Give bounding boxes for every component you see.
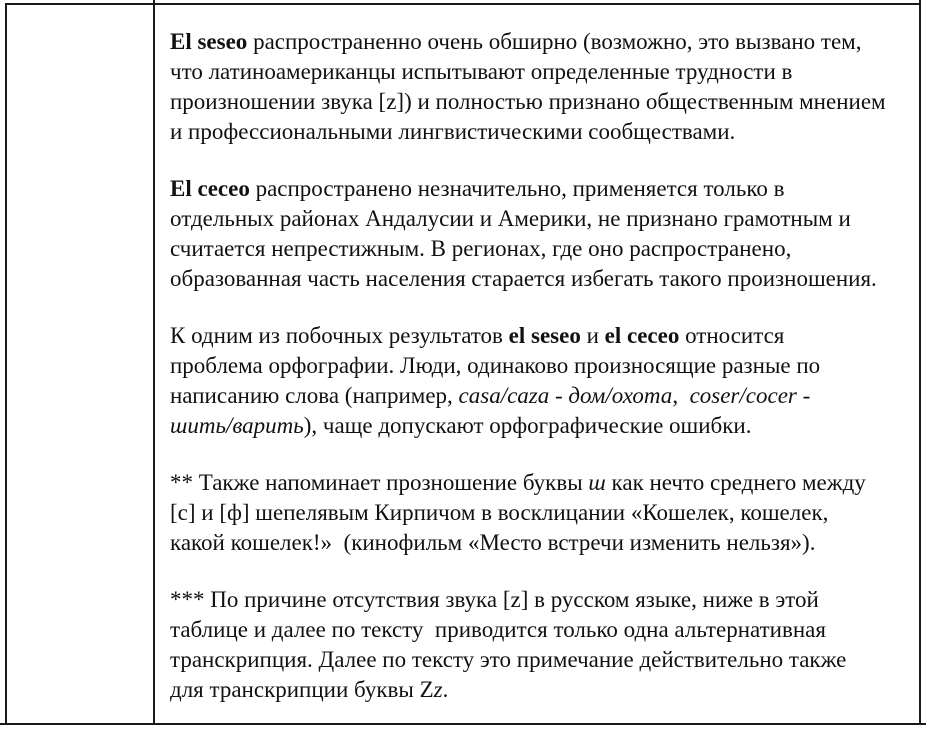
text-run: распространенно очень обширно (возможно, это вызвано тем, — [247, 29, 862, 54]
paragraph — [170, 321, 918, 441]
text-run: coser/cocer - — [689, 383, 811, 408]
text-run: и профессиональными лингвистическими сообществами. — [170, 119, 736, 144]
table-column-divider — [153, 0, 155, 725]
text-run: проблема орфографии. Люди, одинаково произносящие разные по — [170, 353, 821, 378]
text-run: как нечто среднего между — [605, 470, 866, 495]
text-run: считается непрестижным. В регионах, где оно распространено, — [170, 236, 792, 261]
paragraph — [170, 27, 918, 147]
text-run: El seseo — [170, 29, 248, 54]
text-run: что латиноамериканцы испытывают определенные трудности в — [170, 59, 793, 84]
text-run: произношении звука [z]) и полностью признано общественным мнением — [170, 89, 886, 114]
text-run: , — [672, 383, 690, 408]
paragraph — [170, 174, 918, 294]
text-run: z — [433, 677, 443, 702]
text-run: и — [580, 323, 605, 348]
text-run: ш — [588, 470, 606, 495]
text-run: распространено незначительно, применяется только в — [249, 176, 785, 201]
text-run: El ceceo — [170, 176, 250, 201]
table-right-cell-text-column — [170, 0, 918, 732]
text-run: какой кошелек!» (кинофильм «Место встречи изменить нельзя»). — [170, 530, 816, 555]
text-run: ** Также напоминает прозношение буквы — [170, 470, 589, 495]
text-run: *** По причине отсутствия звука [z] в русском языке, ниже в этой — [170, 587, 819, 612]
text-run: . — [442, 677, 449, 702]
text-run: для транскрипции буквы Z — [170, 677, 434, 702]
paragraph — [170, 468, 918, 558]
text-run: написанию слова (например, — [170, 383, 459, 408]
text-run: шить/варить — [170, 413, 304, 438]
text-run: образованная часть населения старается избегать такого произношения. — [170, 266, 877, 291]
text-run: el seseo — [508, 323, 581, 348]
table-left-cell — [7, 5, 153, 723]
text-run: el ceceo — [604, 323, 680, 348]
text-run: К одним из побочных результатов — [170, 323, 509, 348]
table-border-right — [919, 0, 921, 725]
text-run: транскрипция. Далее по тексту это примечание действительно также — [170, 647, 847, 672]
paragraph — [170, 585, 918, 705]
text-run: отдельных районах Андалусии и Америки, не признано грамотным и — [170, 206, 851, 231]
text-run: [с] и [ф] шепелявым Кирпичом в восклицании «Кошелек, кошелек, — [170, 500, 829, 525]
text-run: ), чаще допускают орфографические ошибки. — [303, 413, 752, 438]
text-run: относится — [679, 323, 785, 348]
text-run: таблице и далее по тексту приводится только одна альтернативная — [170, 617, 826, 642]
text-run: casa/caza - дом/охота — [458, 383, 673, 408]
